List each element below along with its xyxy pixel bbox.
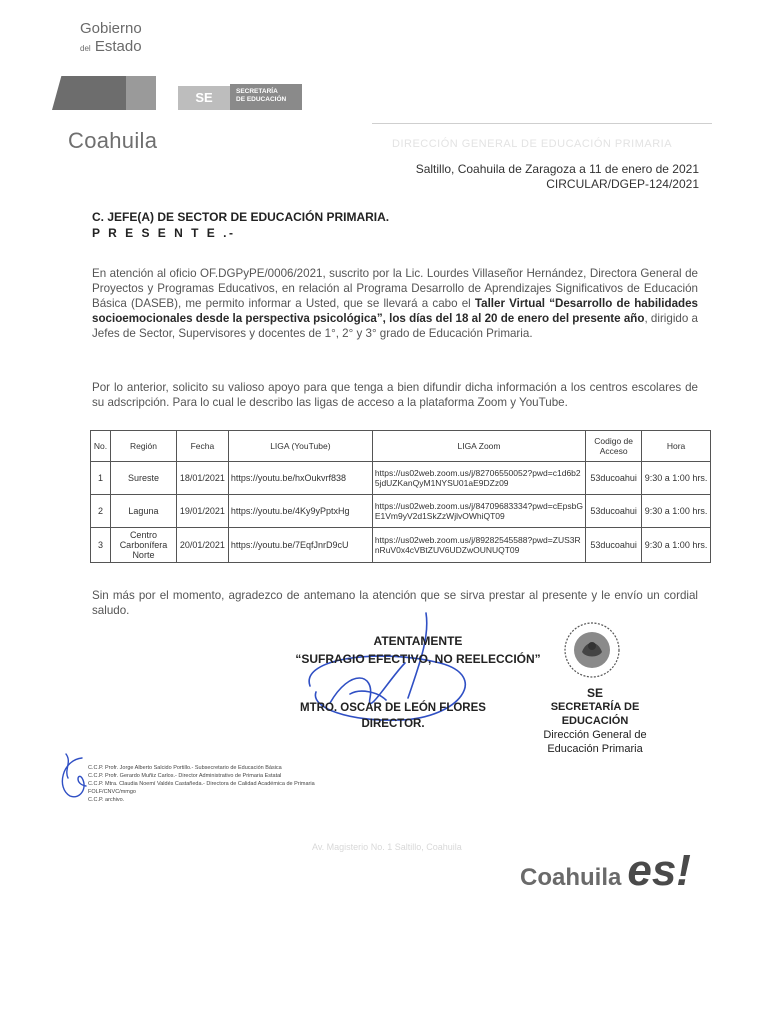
seal-caption xyxy=(520,686,670,756)
cell-no: 3 xyxy=(91,528,111,563)
cell-codigo: 53ducoahui xyxy=(586,528,642,563)
header-codigo: Codigo de Acceso xyxy=(586,431,642,462)
secretaria-line1: SECRETARÍA xyxy=(236,88,278,95)
p1-text-a: En atención al oficio OF.DGPyPE/0006/2021, suscrito por la Lic. Lourdes Villaseñor Hernández, Directora General de Proyectos y Programas Educativos, en relación al Programa Desarrollo de Aprendizajes Significativos de Educación Básica (DASEB), me permito informar a Usted, que se llevará a cabo el xyxy=(92,267,698,310)
signature-block xyxy=(268,632,568,668)
ccp-line: FOLF/CNVC/mmgo xyxy=(88,789,136,795)
cell-codigo: 53ducoahui xyxy=(586,495,642,528)
seal-se: SE xyxy=(586,686,603,700)
cell-fecha: 18/01/2021 xyxy=(176,462,228,495)
cell-youtube-link[interactable]: https://youtu.be/hxOukvrf838 xyxy=(228,462,372,495)
cell-no: 2 xyxy=(91,495,111,528)
presente: P R E S E N T E .- xyxy=(92,226,236,240)
del-text: del xyxy=(80,44,91,53)
body-paragraph-2: Por lo anterior, solicito su valioso apoyo para que tenga a bien difundir dicha información a los centros escolares de su adscripción. Para lo cual le describo las ligas de acceso a la plataforma Zoom y YouTube. xyxy=(92,381,698,409)
p1-text-b: , dirigido a Jefes de Sector, Supervisores y docentes de 1°, 2° y 3° grado de Educación Primaria. xyxy=(92,312,698,340)
p1-bold: Taller Virtual “Desarrollo de habilidades socioemocionales desde la perspectiva psicológica”, los días del 18 al 20 de enero del presente año xyxy=(92,297,698,325)
ligas-table xyxy=(90,430,711,563)
header-graphic-bar xyxy=(52,76,130,110)
addressee-line1: C. JEFE(A) DE SECTOR DE EDUCACIÓN PRIMARIA. xyxy=(92,210,390,224)
header-zoom: LIGA Zoom xyxy=(372,431,585,462)
seal-line1: SECRETARÍA DE EDUCACIÓN xyxy=(550,701,640,727)
se-badge: SE xyxy=(178,86,230,110)
addressee xyxy=(92,209,389,241)
secretaria-badge xyxy=(230,84,302,110)
body-paragraph-1 xyxy=(92,266,698,341)
footer-es-text: es! xyxy=(627,846,691,895)
gobierno-text: Gobierno xyxy=(80,20,142,37)
secretaria-line2: DE EDUCACIÓN xyxy=(236,95,287,103)
cell-region: Centro Carbonífera Norte xyxy=(110,528,176,563)
table-row xyxy=(91,528,711,563)
header-fecha: Fecha xyxy=(176,431,228,462)
header-hora: Hora xyxy=(642,431,711,462)
cell-region: Sureste xyxy=(110,462,176,495)
footer-address: Av. Magisterio No. 1 Saltillo, Coahuila xyxy=(312,842,462,852)
ccp-line: C.C.P. Mtra. Claudia Noemí Valdés Castañeda.- Directora de Calidad Académica de Primaria xyxy=(88,781,315,787)
coahuila-es-logo xyxy=(520,846,691,896)
official-seal-icon xyxy=(562,620,622,680)
signer-title: DIRECTOR. xyxy=(361,718,425,730)
circular-number: CIRCULAR/DGEP-124/2021 xyxy=(546,177,699,191)
seal-line2: Dirección General de xyxy=(543,729,647,741)
table-row xyxy=(91,495,711,528)
footer-coahuila-text: Coahuila xyxy=(520,864,622,891)
ccp-list xyxy=(88,764,315,804)
header-no: No. xyxy=(91,431,111,462)
header-youtube: LIGA (YouTube) xyxy=(228,431,372,462)
cell-no: 1 xyxy=(91,462,111,495)
ccp-line: C.C.P. archivo. xyxy=(88,797,125,803)
gobierno-estado-logo xyxy=(80,20,142,58)
estado-text: Estado xyxy=(94,38,142,55)
cell-youtube-link[interactable]: https://youtu.be/4Ky9yPptxHg xyxy=(228,495,372,528)
table-header-row xyxy=(91,431,711,462)
cell-fecha: 20/01/2021 xyxy=(176,528,228,563)
place-date: Saltillo, Coahuila de Zaragoza a 11 de enero de 2021 xyxy=(415,162,699,176)
cell-fecha: 19/01/2021 xyxy=(176,495,228,528)
table-row xyxy=(91,462,711,495)
cell-region: Laguna xyxy=(110,495,176,528)
closing-paragraph: Sin más por el momento, agradezco de antemano la atención que se sirva prestar al presente y le envío un cordial saludo. xyxy=(92,589,698,617)
cell-hora: 9:30 a 1:00 hrs. xyxy=(642,495,711,528)
ccp-line: C.C.P. Profr. Gerardo Muñiz Carlos.- Director Administrativo de Primaria Estatal xyxy=(88,773,282,779)
direccion-watermark: DIRECCIÓN GENERAL DE EDUCACIÓN PRIMARIA xyxy=(392,138,673,150)
signer-name: MTRO. OSCAR DE LEÓN FLORES xyxy=(300,702,486,714)
coahuila-logo-text: Coahuila xyxy=(68,128,158,153)
header-graphic-bar-2 xyxy=(126,76,156,110)
cell-codigo: 53ducoahui xyxy=(586,462,642,495)
atentamente: ATENTAMENTE xyxy=(373,634,463,648)
header-region: Región xyxy=(110,431,176,462)
dateline xyxy=(416,162,699,192)
lema: “SUFRAGIO EFECTIVO, NO REELECCIÓN” xyxy=(295,652,541,666)
cell-zoom-link[interactable]: https://us02web.zoom.us/j/82706550052?pwd=c1d6b25jdUZKanQyM1NYSU01aE9DZz09 xyxy=(372,462,585,495)
cell-youtube-link[interactable]: https://youtu.be/7EqfJnrD9cU xyxy=(228,528,372,563)
ccp-line: C.C.P. Profr. Jorge Alberto Salcido Portillo.- Subsecretario de Educación Básica xyxy=(88,765,282,771)
signer xyxy=(278,700,508,732)
cell-hora: 9:30 a 1:00 hrs. xyxy=(642,462,711,495)
cell-zoom-link[interactable]: https://us02web.zoom.us/j/89282545588?pwd=ZUS3RnRuV0x4cVBtZUV6UDZwOUNUQT09 xyxy=(372,528,585,563)
cell-hora: 9:30 a 1:00 hrs. xyxy=(642,528,711,563)
cell-zoom-link[interactable]: https://us02web.zoom.us/j/84709683334?pwd=cEpsbGE1Vm9yV2d1SkZzWjlvOWhiQT09 xyxy=(372,495,585,528)
header-rule xyxy=(372,123,712,124)
seal-line3: Educación Primaria xyxy=(547,743,643,755)
